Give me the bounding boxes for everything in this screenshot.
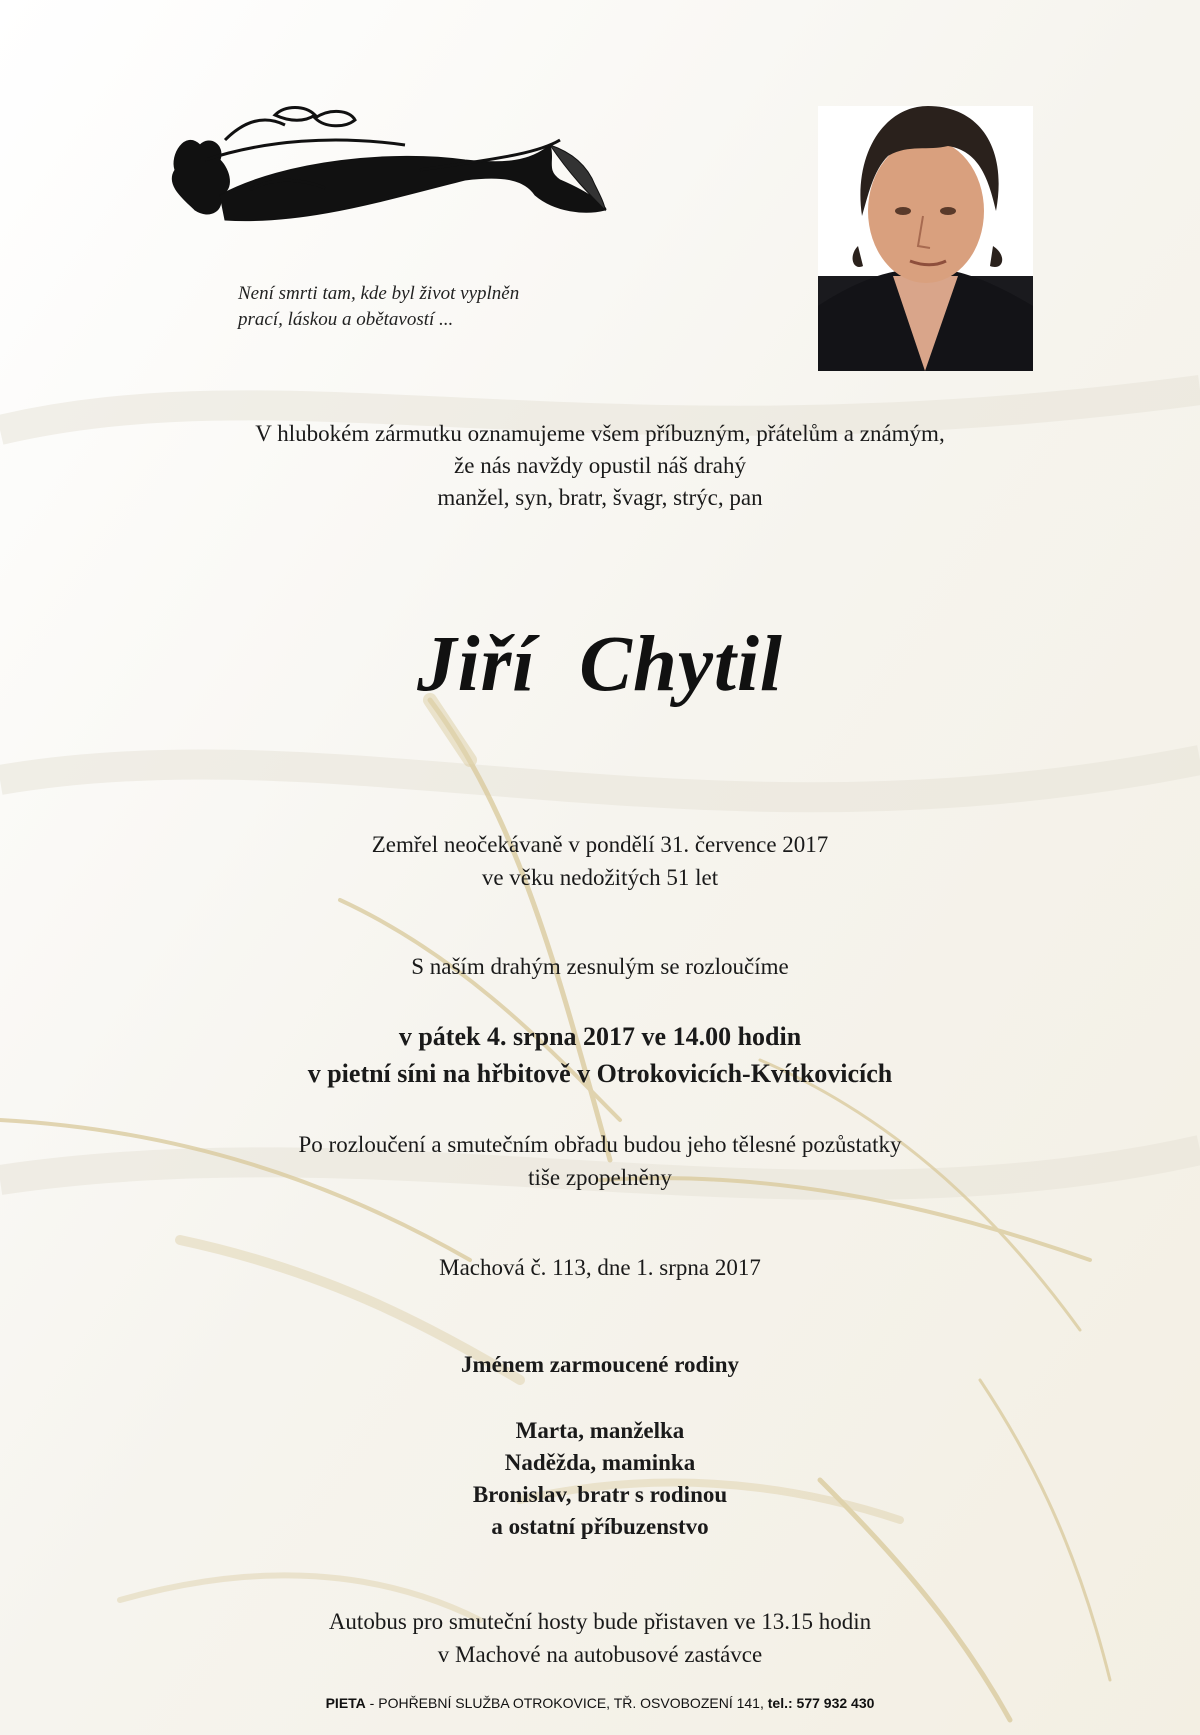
ceremony-details [0,1018,1200,1092]
footer-phone-label: tel.: [767,1695,793,1711]
bus-line-2: v Machové na autobusové zastávce [437,1642,763,1667]
death-line-2: ve věku nedožitých 51 let [481,865,719,890]
family-list [0,1415,1200,1543]
announcement-intro [0,418,1200,514]
family-heading: Jménem zarmoucené rodiny [460,1352,740,1377]
remains-line-2: tiše zpopelněny [528,1165,672,1190]
bus-line-1: Autobus pro smuteční hosty bude přistaven ve 13.15 hodin [328,1609,872,1634]
ceremony-line-1: v pátek 4. srpna 2017 ve 14.00 hodin [398,1022,802,1051]
farewell-intro: S naším drahým zesnulým se rozloučíme [411,954,789,979]
rose-ornament-icon [165,100,615,250]
funeral-service-footer [0,1695,1200,1711]
quote-line-2: prací, láskou a obětavostí ... [238,309,454,330]
quote-line-1: Není smrti tam, kde byl život vyplněn [238,283,520,304]
bus-notice [0,1605,1200,1671]
footer-phone: 577 932 430 [792,1695,875,1711]
remains-line-1: Po rozloučení a smutečním obřadu budou jeho tělesné pozůstatky [298,1132,902,1157]
memorial-quote [238,281,598,333]
family-member: Marta, manželka [515,1418,685,1443]
death-line-1: Zemřel neočekávaně v pondělí 31. července 2017 [371,832,829,857]
last-name: Chytil [579,621,783,708]
first-name: Jiří [417,621,536,708]
footer-address: - POHŘEBNÍ SLUŽBA OTROKOVICE, TŘ. OSVOBOZENÍ 141, [365,1695,768,1711]
footer-company: PIETA [325,1695,366,1711]
family-member: Bronislav, bratr s rodinou [472,1482,728,1507]
family-member: Naděžda, maminka [504,1450,696,1475]
deceased-name [0,620,1200,710]
remains-notice [0,1128,1200,1194]
intro-line-2: že nás navždy opustil náš drahý [454,453,746,478]
intro-line-1: V hlubokém zármutku oznamujeme všem příbuzným, přátelům a známým, [255,421,945,446]
place-and-date: Machová č. 113, dne 1. srpna 2017 [439,1255,761,1280]
portrait-photo [818,106,1033,371]
ceremony-line-2: v pietní síni na hřbitově v Otrokovicích-Kvítkovicích [307,1059,893,1088]
death-details [0,828,1200,894]
intro-line-3: manžel, syn, bratr, švagr, strýc, pan [437,485,763,510]
family-member: a ostatní příbuzenstvo [491,1514,709,1539]
